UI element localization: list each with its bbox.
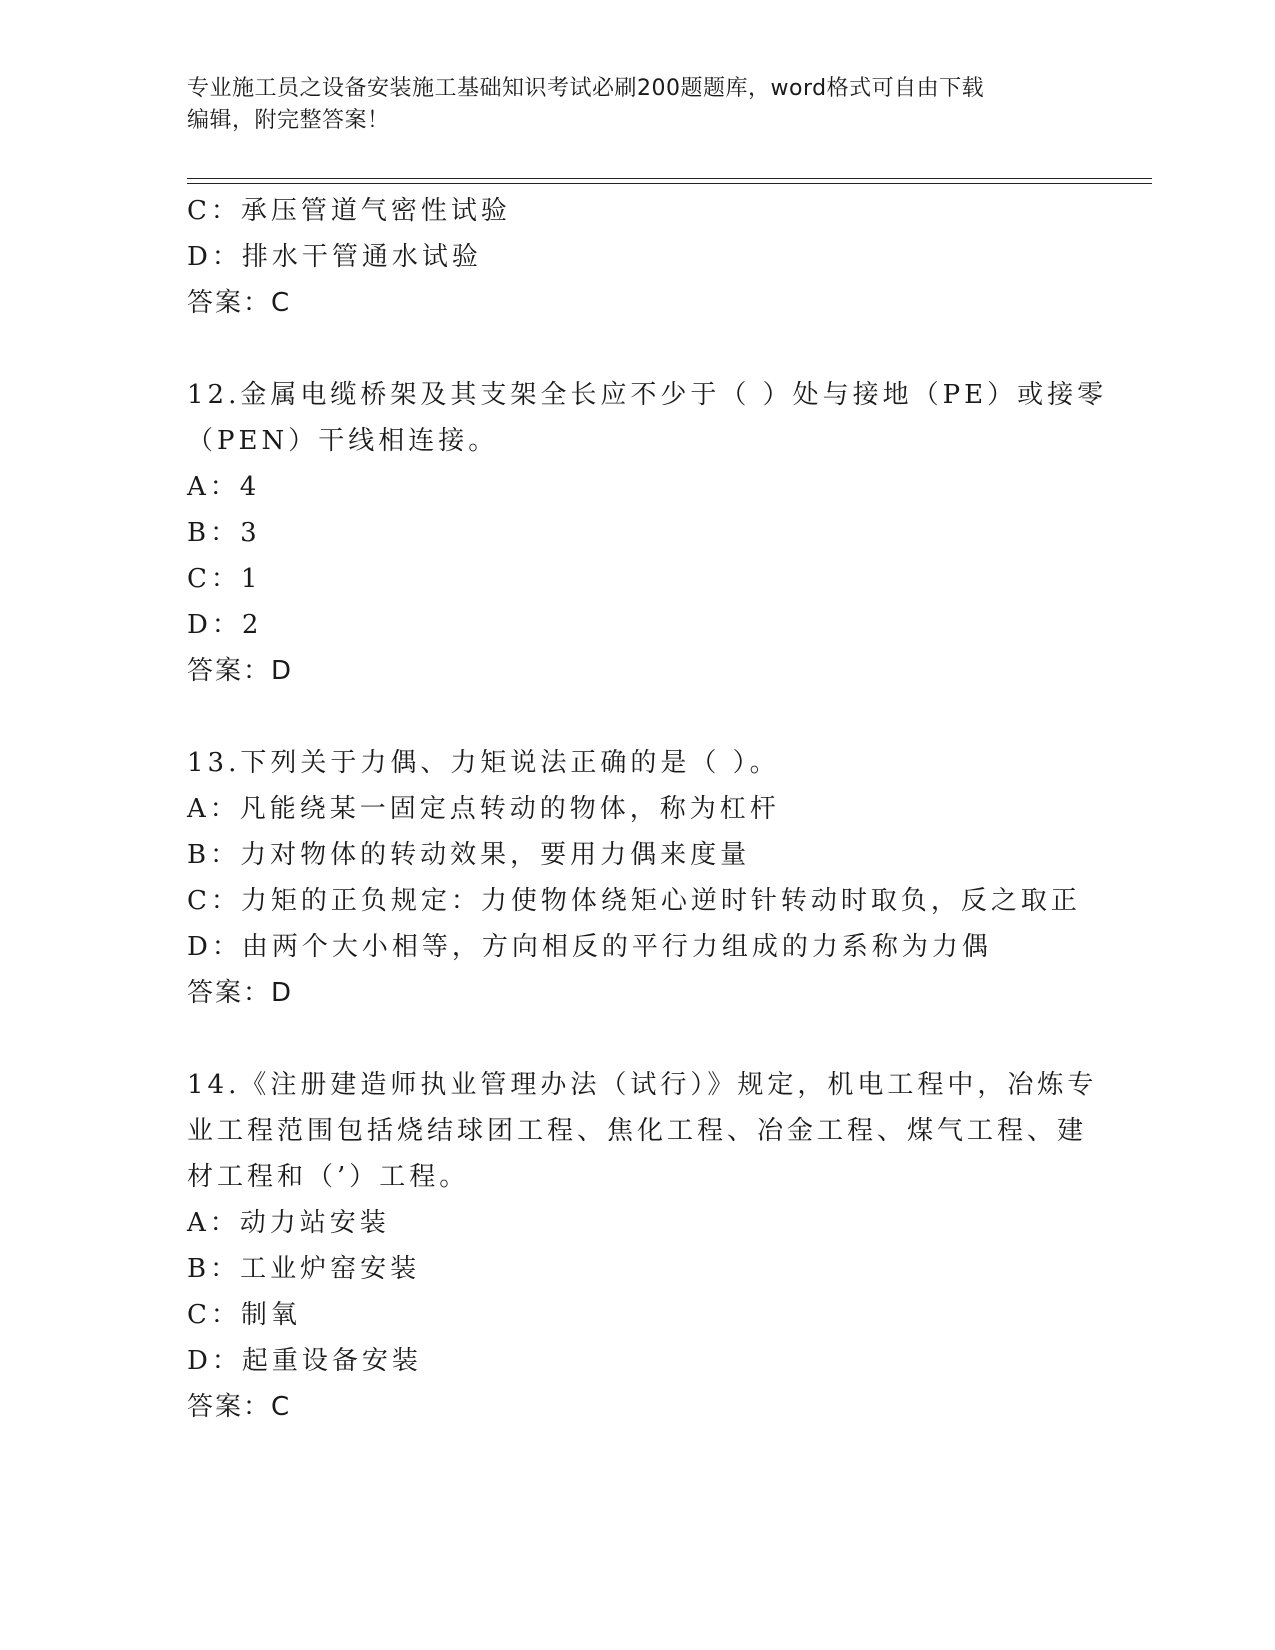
question-stem-line-1: 14.《注册建造师执业管理办法（试行）》规定，机电工程中，冶炼专 (187, 1070, 1098, 1100)
option-d: D：起重设备安装 (187, 1346, 422, 1376)
question-14 (187, 1062, 1098, 1430)
option-b: B：3 (187, 518, 261, 548)
header-rule-top (187, 178, 1152, 179)
question-11-tail (187, 188, 1087, 326)
option-c: C：力矩的正负规定：力使物体绕矩心逆时针转动时取负，反之取正 (187, 886, 1081, 916)
question-stem-line-2: （PEN）干线相连接。 (187, 426, 499, 456)
header-rule-bottom (187, 183, 1152, 184)
header-line-1: 专业施工员之设备安装施工基础知识考试必刷200题题库，word格式可自由下载 (187, 76, 985, 101)
option-b: B：工业炉窑安装 (187, 1254, 421, 1284)
option-d: D：排水干管通水试验 (187, 242, 482, 272)
option-a: A：动力站安装 (187, 1208, 390, 1238)
spacer (187, 1016, 1087, 1062)
option-d: D：由两个大小相等，方向相反的平行力组成的力系称为力偶 (187, 932, 992, 962)
option-b: B：力对物体的转动效果，要用力偶来度量 (187, 840, 751, 870)
question-stem-line-1: 12.金属电缆桥架及其支架全长应不少于（ ）处与接地（PE）或接零 (187, 380, 1108, 410)
question-stem-line-3: 材工程和（’）工程。 (187, 1162, 470, 1192)
spacer (187, 326, 1087, 372)
document-header (187, 73, 1087, 137)
option-c: C：承压管道气密性试验 (187, 196, 511, 226)
header-line-2: 编辑，附完整答案！ (187, 108, 390, 133)
question-list (187, 188, 1108, 1430)
question-13 (187, 740, 1087, 1016)
option-a: A：4 (187, 472, 261, 502)
question-stem-line-1: 13.下列关于力偶、力矩说法正确的是（ ）。 (187, 748, 780, 778)
answer-line: 答案：C (187, 1392, 292, 1422)
answer-line: 答案：C (187, 288, 292, 318)
spacer (187, 694, 1087, 740)
question-12 (187, 372, 1108, 694)
option-c: C：1 (187, 564, 262, 594)
question-stem-line-2: 业工程范围包括烧结球团工程、焦化工程、冶金工程、煤气工程、建 (187, 1116, 1088, 1146)
option-d: D：2 (187, 610, 263, 640)
option-c: C：制氧 (187, 1300, 301, 1330)
option-a: A：凡能绕某一固定点转动的物体，称为杠杆 (187, 794, 780, 824)
answer-line: 答案：D (187, 656, 294, 686)
answer-line: 答案：D (187, 978, 294, 1008)
